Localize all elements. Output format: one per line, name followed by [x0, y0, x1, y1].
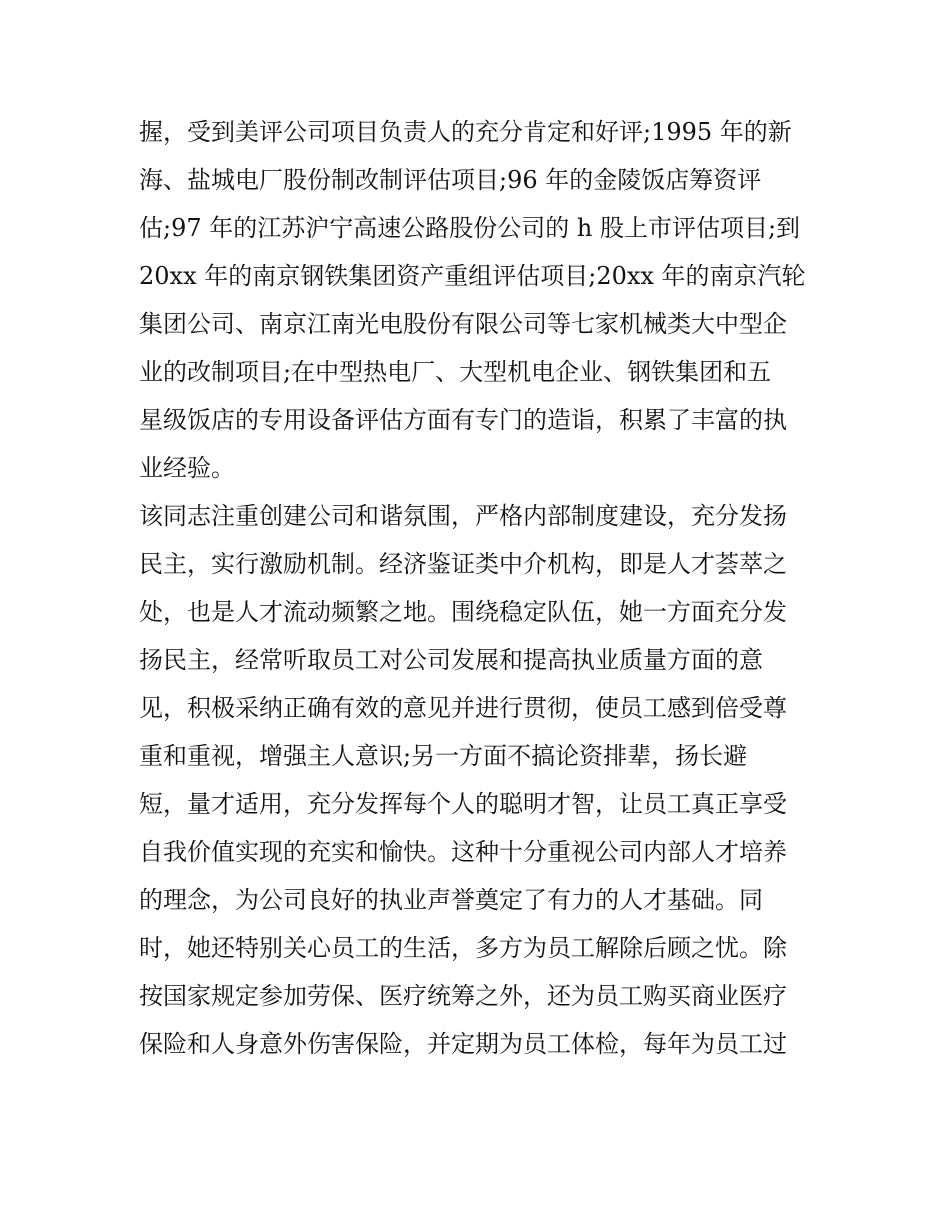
- text-line: 20xx 年的南京钢铁集团资产重组评估项目;20xx 年的南京汽轮: [139, 262, 806, 290]
- text-line: 集团公司、南京江南光电股份有限公司等七家机械类大中型企: [139, 310, 787, 338]
- text-line: 保险和人身意外伤害保险，并定期为员工体检，每年为员工过: [139, 1030, 787, 1058]
- text-line: 民主，实行激励机制。经济鉴证类中介机构，即是人才荟萃之: [139, 550, 787, 578]
- text-line: 业经验。: [139, 454, 235, 482]
- text-line: 见，积极采纳正确有效的意见并进行贯彻，使员工感到倍受尊: [139, 694, 787, 722]
- text-line: 按国家规定参加劳保、医疗统筹之外，还为员工购买商业医疗: [139, 982, 787, 1010]
- text-line: 扬民主，经常听取员工对公司发展和提高执业质量方面的意: [139, 646, 763, 674]
- text-line: 握，受到美评公司项目负责人的充分肯定和好评;1995 年的新: [139, 118, 792, 146]
- text-line: 重和重视，增强主人意识;另一方面不搞论资排辈，扬长避: [139, 742, 748, 770]
- text-line: 星级饭店的专用设备评估方面有专门的造诣，积累了丰富的执: [139, 406, 787, 434]
- text-line: 自我价值实现的充实和愉快。这种十分重视公司内部人才培养: [139, 838, 787, 866]
- text-line: 的理念，为公司良好的执业声誉奠定了有力的人才基础。同: [139, 886, 763, 914]
- text-line: 海、盐城电厂股份制改制评估项目;96 年的金陵饭店筹资评: [139, 166, 762, 194]
- text-line: 时，她还特别关心员工的生活，多方为员工解除后顾之忧。除: [139, 934, 787, 962]
- text-line: 该同志注重创建公司和谐氛围，严格内部制度建设，充分发扬: [139, 502, 787, 530]
- text-line: 估;97 年的江苏沪宁高速公路股份公司的 h 股上市评估项目;到: [139, 214, 801, 242]
- text-line: 处，也是人才流动频繁之地。围绕稳定队伍，她一方面充分发: [139, 598, 787, 626]
- text-line: 短，量才适用，充分发挥每个人的聪明才智，让员工真正享受: [139, 790, 787, 818]
- body-text: [139, 108, 819, 1068]
- text-line: 业的改制项目;在中型热电厂、大型机电企业、钢铁集团和五: [139, 358, 772, 386]
